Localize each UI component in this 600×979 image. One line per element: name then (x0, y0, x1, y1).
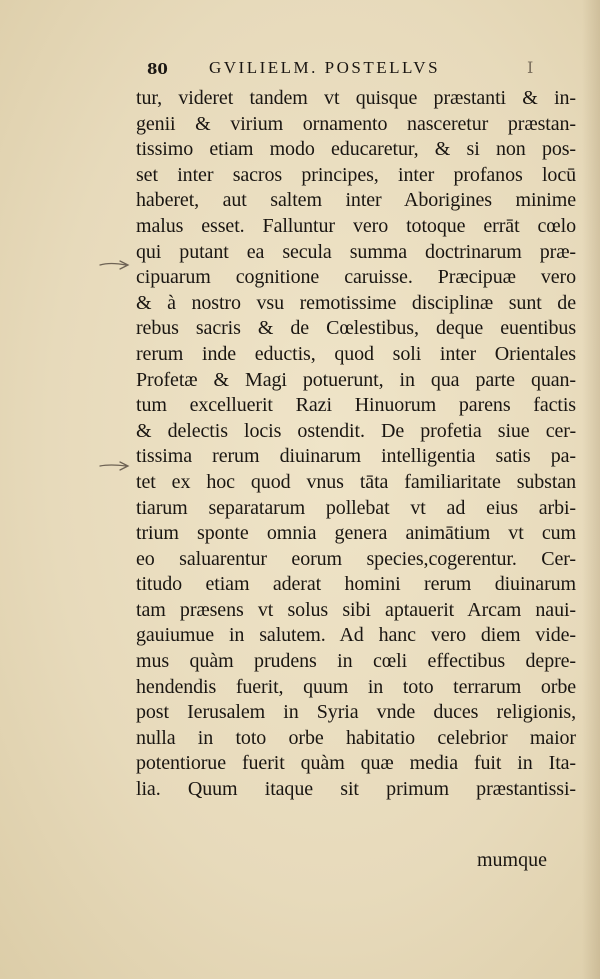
text-line: post Ierusalem in Syria vnde duces religionis, (136, 701, 576, 724)
text-line: rebus sacris & de Cœlestibus, deque euentibus (136, 317, 576, 340)
text-line: gauiumue in salutem. Ad hanc vero diem vide- (136, 624, 576, 647)
page-header (147, 56, 547, 84)
page-number: 80 (147, 60, 168, 78)
text-line: genii & virium ornamento nasceretur præstan- (136, 112, 576, 135)
text-line: nulla in toto orbe habitatio celebrior maior (136, 726, 576, 749)
text-line: haberet, aut saltem inter Aborigines minime (136, 189, 576, 212)
text-line: & delectis locis ostendit. De profetia siue cer- (136, 419, 576, 442)
text-line: titudo etiam aderat homini rerum diuinarum (136, 573, 576, 596)
text-line: rerum inde eductis, quod soli inter Orientales (136, 342, 576, 365)
text-line: set inter sacros principes, inter profanos locū (136, 163, 576, 186)
text-line: trium sponte omnia genera animātium vt cum (136, 522, 576, 545)
text-line: tam præsens vt solus sibi aptauerit Arcam naui- (136, 598, 576, 621)
edge-mark: I (527, 58, 534, 77)
text-line: tiarum separatarum pollebat vt ad eius arbi- (136, 496, 576, 519)
text-line: tet ex hoc quod vnus tāta familiaritate substan (136, 470, 576, 493)
text-line: cipuarum cognitione caruisse. Præcipuæ vero (136, 266, 576, 289)
body-text (136, 86, 576, 803)
margin-arrow-icon (98, 460, 132, 472)
page-edge-shadow (582, 0, 600, 979)
text-line: & à nostro vsu remotissime disciplinæ sunt de (136, 291, 576, 314)
text-line: malus esset. Falluntur vero totoque errāt cœlo (136, 214, 576, 237)
text-line: Profetæ & Magi potuerunt, in qua parte quan- (136, 368, 576, 391)
text-line: hendendis fuerit, quum in toto terrarum orbe (136, 675, 576, 698)
catchword: mumque (477, 849, 547, 871)
text-line: tissimo etiam modo educaretur, & si non pos- (136, 138, 576, 161)
margin-arrow-icon (98, 259, 132, 271)
text-line: lia. Quum itaque sit primum præstantissi- (136, 778, 576, 801)
running-head: GVILIELM. POSTELLVS (209, 58, 441, 77)
text-line: potentiorue fuerit quàm quæ media fuit in Ita- (136, 752, 576, 775)
text-line: qui putant ea secula summa doctrinarum præ- (136, 240, 576, 263)
text-line: eo saluarentur eorum species,cogerentur. Cer- (136, 547, 576, 570)
text-line: tum excelluerit Razi Hinuorum parens factis (136, 394, 576, 417)
text-line: mus quàm prudens in cœli effectibus depre- (136, 650, 576, 673)
text-line: tur, videret tandem vt quisque præstanti & in- (136, 87, 576, 109)
text-line: tissima rerum diuinarum intelligentia satis pa- (136, 445, 576, 468)
